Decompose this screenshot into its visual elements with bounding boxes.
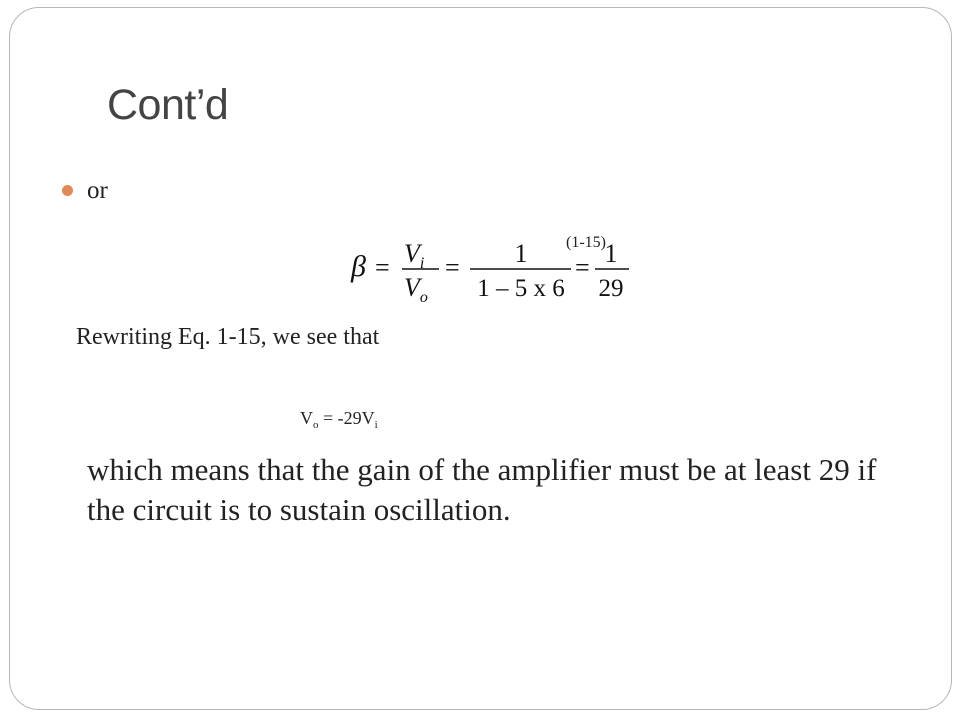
fraction2-numerator: 1: [514, 239, 528, 268]
equals-sign-1: =: [375, 253, 390, 282]
conclusion-text: which means that the gain of the amplifier must be at least 29 if the circuit is to sustain oscillation.: [87, 452, 877, 527]
rewriting-text: Rewriting Eq. 1-15, we see that: [76, 324, 380, 350]
fraction3-numerator: 1: [604, 239, 618, 268]
bullet-text: or: [87, 177, 108, 204]
equals-sign-2: =: [445, 253, 460, 282]
fraction1-denominator: $V_o$: [404, 273, 428, 304]
fraction3-denominator: 29: [598, 275, 624, 302]
fraction1-numerator: $V_i$: [404, 239, 425, 272]
bullet-item: [62, 178, 108, 203]
bullet-dot-icon: [62, 185, 73, 196]
equation-reference: (1-15): [566, 234, 606, 251]
vo-equation: $V_o = -29V_i$: [300, 408, 378, 431]
fraction2-denominator: 1 – 5 x 6: [477, 275, 565, 302]
slide-title: Cont’d: [107, 81, 229, 129]
equals-sign-3: =: [575, 253, 590, 282]
beta-symbol: β: [351, 250, 366, 283]
